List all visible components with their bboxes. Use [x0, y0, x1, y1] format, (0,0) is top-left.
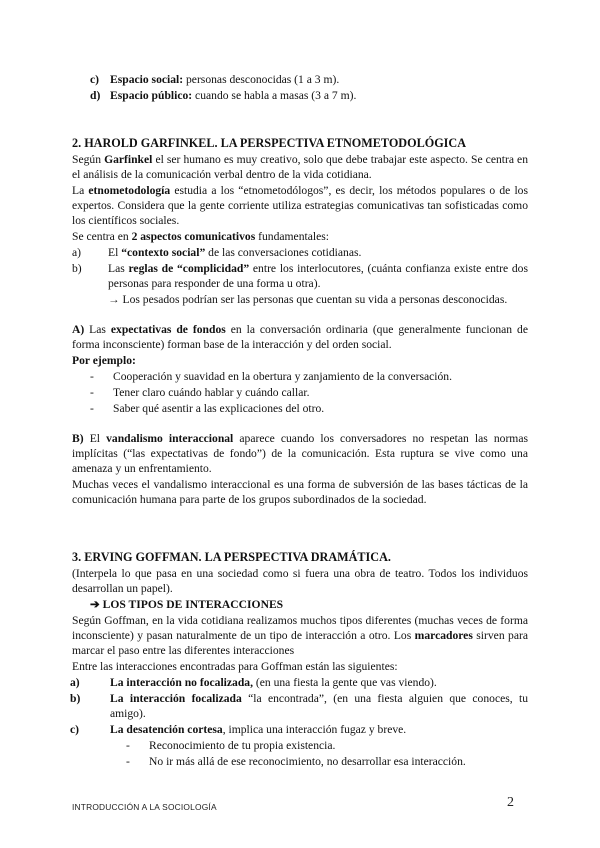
list-item: c) Espacio social: personas desconocidas (1 a 3 m).: [90, 73, 340, 86]
list-item: - Saber qué asentir a las explicaciones del otro.: [90, 402, 325, 415]
paragraph: (Interpela lo que pasa en una sociedad como si fuera una obra de teatro. Todos los individuos desarrollan un papel).: [72, 567, 528, 595]
sublist: [126, 738, 528, 769]
paragraph: Se centra en 2 aspectos comunicativos fundamentales:: [72, 230, 329, 243]
section-garfinkel: [72, 136, 528, 507]
examples-list: [90, 369, 528, 416]
example-label: Por ejemplo:: [72, 354, 136, 367]
footer-course-title: INTRODUCCIÓN A LA SOCIOLOGÍA: [72, 802, 217, 812]
paragraph-a: A) Las expectativas de fondos en la conversación ordinaria (que generalmente funcionan de forma inconsciente) forman base de la interacción y del orden social.: [72, 323, 528, 351]
list-item: a) La interacción no focalizada, (en una fiesta la gente que vas viendo).: [70, 676, 437, 689]
subheading: ➔ LOS TIPOS DE INTERACCIONES: [90, 598, 284, 611]
page-number: 2: [507, 795, 514, 810]
aspects-list: [72, 245, 528, 307]
list-item: - No ir más allá de ese reconocimiento, no desarrollar esa interacción.: [126, 755, 466, 768]
section-goffman: [72, 550, 528, 769]
arrow-note: → Los pesados podrían ser las personas que cuentan su vida a personas desconocidas.: [108, 293, 508, 306]
paragraph-b: B) El vandalismo interaccional aparece cuando los conversadores no respetan las normas implícitas (“las expectativas de fondo”) de la comunicación. Esta ruptura se vive como una amenaza y un enfrentamiento.: [72, 432, 528, 475]
top-list: [90, 72, 530, 103]
list-item: - Reconocimiento de tu propia existencia.: [126, 739, 336, 752]
list-item: d) Espacio público: cuando se habla a masas (3 a 7 m).: [90, 89, 357, 102]
list-item: - Cooperación y suavidad en la obertura y zanjamiento de la conversación.: [90, 370, 452, 383]
list-item: a) El “contexto social” de las conversaciones cotidianas.: [72, 246, 362, 259]
paragraph: La etnometodología estudia a los “etnometodólogos”, es decir, los métodos populares o de los expertos. Considera que la gente corriente utiliza estrategias comunicativas tan sofisticadas como los científicos sociales.: [72, 184, 528, 227]
paragraph: Según Garfinkel el ser humano es muy creativo, solo que debe trabajar este aspecto. Se centra en el análisis de la comunicación verbal dentro de la vida cotidiana.: [72, 153, 529, 181]
list-item: b) La interacción focalizada “la encontrada”, (en una fiesta alguien que conoces, tu amigo).: [70, 692, 528, 720]
list-item: b) Las reglas de “complicidad” entre los interlocutores, (cuánta confianza existe entre dos personas para responder de una forma u otra).: [72, 262, 528, 290]
section-heading: 2. HAROLD GARFINKEL. LA PERSPECTIVA ETNOMETODOLÓGICA: [72, 136, 467, 150]
interactions-list: [70, 675, 528, 769]
list-item: - Tener claro cuándo hablar y cuándo callar.: [90, 386, 310, 399]
paragraph: Según Goffman, en la vida cotidiana realizamos muchos tipos diferentes (muchas veces de forma inconsciente) y pasan naturalmente de un tipo de interacción a otro. Los marcadores sirven para marcar el paso entre las diferentes interacciones: [72, 614, 528, 657]
list-item: c) La desatención cortesa, implica una interacción fugaz y breve.: [70, 723, 407, 736]
paragraph: Muchas veces el vandalismo interaccional es una forma de subversión de las bases tácticas de la comunicación humana para parte de los grupos subordinados de la sociedad.: [72, 478, 528, 506]
section-heading: 3. ERVING GOFFMAN. LA PERSPECTIVA DRAMÁTICA.: [72, 550, 391, 564]
paragraph: Entre las interacciones encontradas para Goffman están las siguientes:: [72, 660, 398, 673]
